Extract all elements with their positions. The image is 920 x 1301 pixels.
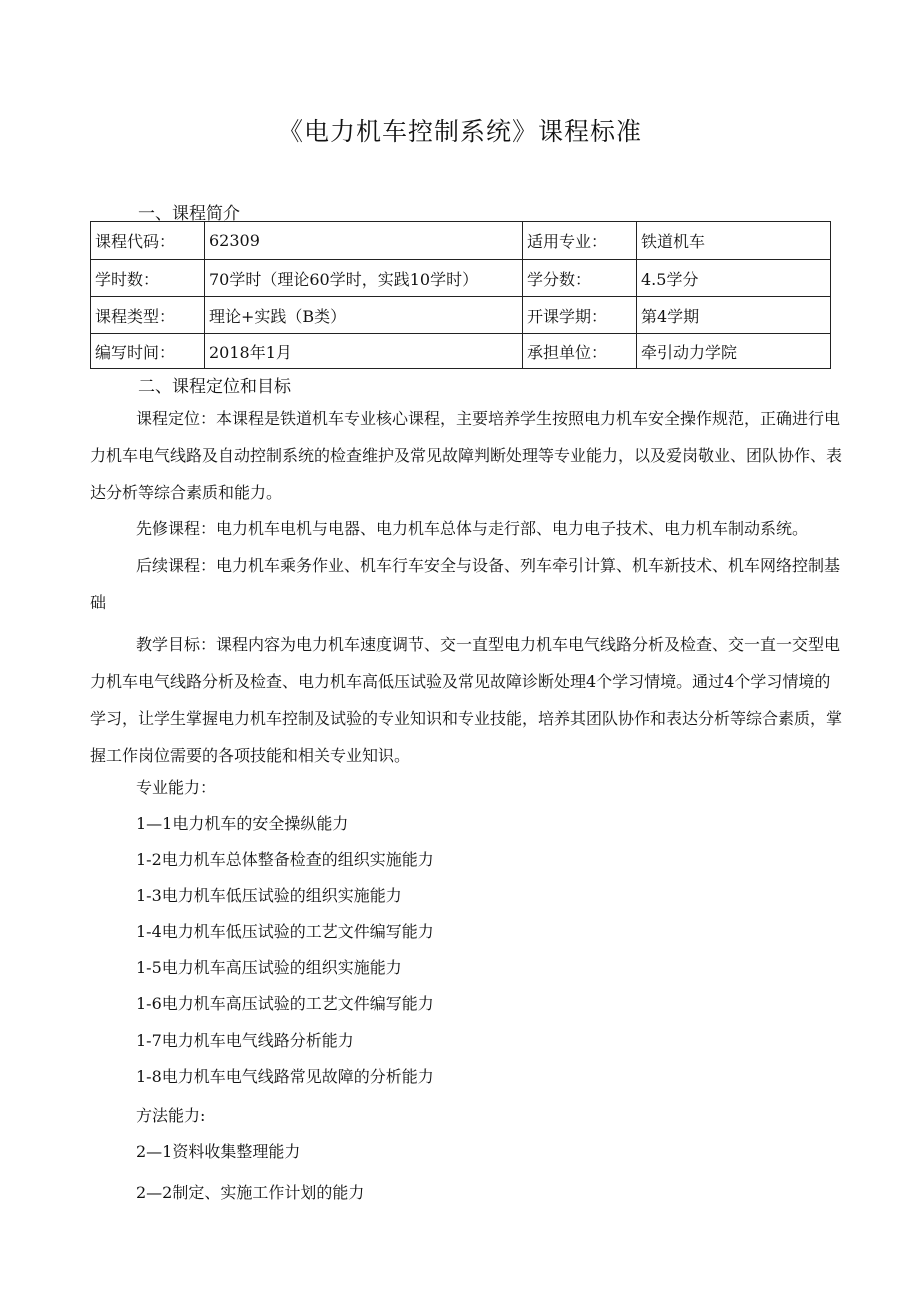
list-item: 1-2电力机车总体整备检查的组织实施能力 [136,850,434,869]
table-row [91,260,831,297]
list-item: 2—1资料收集整理能力 [136,1142,301,1161]
table-cell: 课程类型： [91,297,205,334]
course-positioning-paragraph: 课程定位：本课程是铁道机车专业核心课程，主要培养学生按照电力机车安全操作规范，正确进行电力机车电气线路及自动控制系统的检查维护及常见故障判断处理等专业能力，以及爱岗敬业、团队协作、表达分析等综合素质和能力。 [90,409,843,502]
table-cell: 牵引动力学院 [637,334,831,369]
table-cell: 第4学期 [637,297,831,334]
table-row [91,334,831,369]
table-cell: 4.5学分 [637,260,831,297]
section-heading-positioning: 二、课程定位和目标 [138,377,291,397]
course-info-table [90,221,831,369]
list-item: 1-8电力机车电气线路常见故障的分析能力 [136,1067,434,1086]
table-cell: 课程代码： [91,222,205,260]
table-row [91,297,831,334]
list-item: 1-7电力机车电气线路分析能力 [136,1031,354,1050]
table-cell: 适用专业： [523,222,637,260]
table-row [91,222,831,260]
table-cell: 承担单位： [523,334,637,369]
professional-ability-heading: 专业能力： [136,778,217,797]
table-cell: 编写时间： [91,334,205,369]
table-cell: 学分数： [523,260,637,297]
list-item: 2—2制定、实施工作计划的能力 [136,1183,365,1202]
table-cell: 70学时（理论60学时，实践10学时） [205,260,523,297]
method-ability-heading: 方法能力: [136,1106,206,1125]
page-title: 《电力机车控制系统》课程标准 [277,117,642,146]
list-item: 1-6电力机车高压试验的工艺文件编写能力 [136,994,434,1013]
table-cell: 62309 [205,222,523,260]
prerequisite-courses-paragraph: 先修课程：电力机车电机与电器、电力机车总体与走行部、电力电子技术、电力机车制动系统。 [136,519,809,538]
list-item: 1-4电力机车低压试验的工艺文件编写能力 [136,922,434,941]
list-item: 1—1电力机车的安全操纵能力 [136,814,349,833]
follow-up-courses-paragraph: 后续课程：电力机车乘务作业、机车行车安全与设备、列车牵引计算、机车新技术、机车网络控制基础 [90,556,841,612]
table-cell: 开课学期： [523,297,637,334]
teaching-goal-paragraph: 教学目标：课程内容为电力机车速度调节、交一直型电力机车电气线路分析及检查、交一直一交型电力机车电气线路分析及检查、电力机车高低压试验及常见故障诊断处理4个学习情境。通过4个学习情境的学习，让学生掌握电力机车控制及试验的专业知识和专业技能，培养其团队协作和表达分析等综合素质，掌握工作岗位需要的各项技能和相关专业知识。 [90,635,843,765]
table-cell: 2018年1月 [205,334,523,369]
section-heading-intro: 一、课程简介 [138,204,240,224]
list-item: 1-5电力机车高压试验的组织实施能力 [136,958,402,977]
table-cell: 学时数： [91,260,205,297]
table-cell: 理论+实践（B类） [205,297,523,334]
table-cell: 铁道机车 [637,222,831,260]
list-item: 1-3电力机车低压试验的组织实施能力 [136,886,402,905]
